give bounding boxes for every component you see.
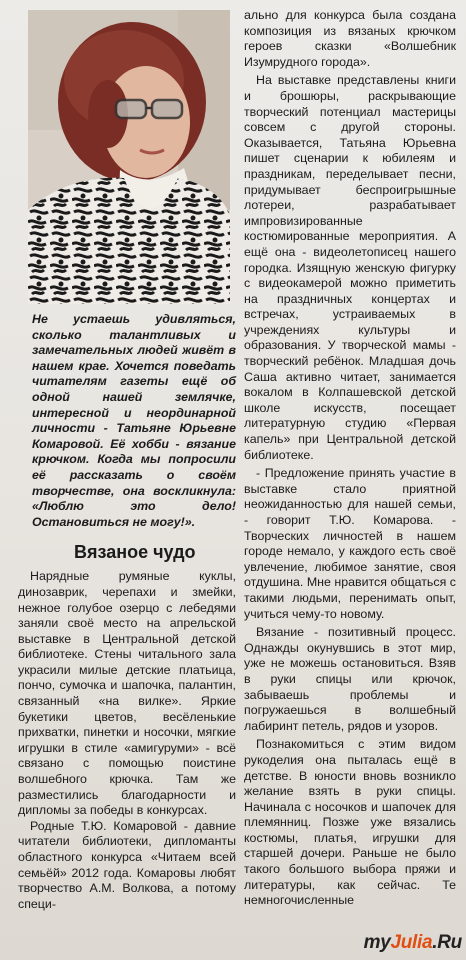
watermark-part-1: my [363, 932, 391, 953]
right-paragraph-1: ально для конкурса была создана композиция из вязаных крючком героев сказки «Волшебник Изумрудного города». [244, 8, 456, 69]
watermark-part-3: .Ru [432, 932, 462, 953]
watermark-part-2: Julia [390, 932, 433, 953]
right-paragraph-4: Вязание - позитивный процесс. Однажды окунувшись в этот мир, уже не можешь остановиться. Взяв в руки спицы или крючок, забываешь проблемы и погружаешься в волшебный лабиринт петель, рядов и узоров. [244, 625, 456, 733]
right-paragraph-5: Познакомиться с этим видом рукоделия она пыталась ещё в детстве. В юности вновь возникло желание взять в руки спицы. Начинала с носочков и шапочек для племянниц. Позже уже вязались костюмы, платья, игрушки для старшей дочери. Раньше не было такого большого выбора пряжи и литературы, как сейчас. Те немногочисленные [244, 737, 456, 908]
left-paragraph-1: Нарядные румяные куклы, динозаврик, черепахи и змейки, нежное голубое озерцо с лебедями заняли своё место на апрельской выставке в Центральной детской библиотеке. Стены читального зала украсили милые детские платьица, пончо, сумочка и шапочка, палантин, связанный «на вилке». Яркие букетики цветов, весёленькие прихватки, пинетки и носочки, мягкие игрушки в стиле «амигуруми» - всё связано с помощью поистине волшебного крючка. Там же разместились благодарности и дипломы за победы в конкурсах. [18, 569, 236, 818]
intro-lead: Не устаешь удивляться, сколько талантливых и замечательных людей живёт в нашем крае. Хочется поведать читателям газеты ещё об одной нашей землячке, интересной и неординарной личности - Татьяне Юрьевне Комаровой. Её хобби - вязание крючком. Когда мы попросили её рассказать о своём творчестве, она воскликнула: «Люблю это дело! Остановиться не могу!». [32, 312, 236, 529]
portrait-photo [28, 10, 230, 304]
site-watermark [364, 932, 462, 954]
right-paragraph-2: На выставке представлены книги и брошюры, раскрывающие творческий потенциал мастерицы совсем с другой стороны. Оказывается, Татьяна Юрьевна пишет сценарии к юбилеям и праздникам, переделывает песни, придумывает беспроигрышные лотереи, разрабатывает импровизированные костюмированные мероприятия. А ещё она - видеолетописец нашего городка. Изящную женскую фигурку с видеокамерой можно приметить на праздничных концертах и встречах, устраиваемых в учреждениях культуры и образования. У творческой мамы - творческий ребёнок. Младшая дочь Саша активно читает, занимается вокалом в Колпашевской детской школе искусств, посещает литературную студию «Первая капель» при Центральной детской библиотеке. [244, 73, 456, 462]
portrait-illustration [28, 10, 230, 304]
article-headline: Вязаное чудо [74, 542, 196, 563]
right-paragraph-3: - Предложение принять участие в выставке стало приятной неожиданностью для нашей семьи, - говорит Т.Ю. Комарова. - Творческих личностей в нашем городе немало, у каждого есть своё увлечение, любимое занятие, своя отдушина. Мне нравится общаться с такими людьми, перенимать опыт, учиться чему-то новому. [244, 466, 456, 621]
left-paragraph-2: Родные Т.Ю. Комаровой - давние читатели библиотеки, дипломанты областного конкурса «Читаем всей семьёй» 2012 года. Комаровы любят творчество А.М. Волкова, а потому специ- [18, 818, 236, 911]
left-column [18, 312, 236, 912]
right-column [244, 8, 456, 909]
